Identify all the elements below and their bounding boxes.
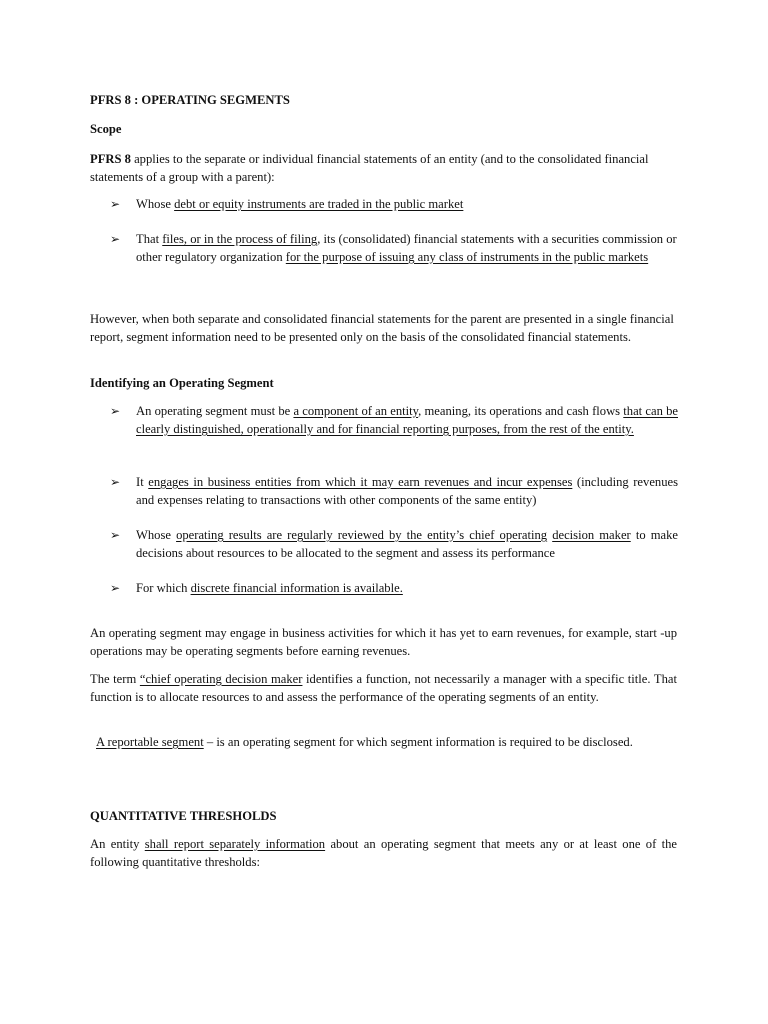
bullet-arrow-icon: ➢: [110, 581, 121, 595]
early-stage-paragraph: An operating segment may engage in business activities for which it has yet to earn revenues, for example, start -up operations may be operating segments before earning revenues.: [90, 626, 677, 658]
bullet-arrow-icon: ➢: [110, 528, 121, 542]
bullet-arrow-icon: ➢: [110, 197, 121, 211]
scope-heading: Scope: [90, 122, 122, 136]
thresholds-heading: QUANTITATIVE THRESHOLDS: [90, 809, 277, 823]
bullet-arrow-icon: ➢: [110, 232, 121, 246]
identifying-bullet-1: An operating segment must be a component of an entity, meaning, its operations and cash flows that can be clearly distinguished, operationally and for financial reporting purposes, from the rest of the entity.: [136, 404, 678, 436]
scope-bullet-2: That files, or in the process of filing, its (consolidated) financial statements with a securities commission or other regulatory organization for the purpose of issuing any class of instruments in the public markets: [136, 232, 677, 264]
thresholds-paragraph: An entity shall report separately information about an operating segment that meets any or at least one of the following quantitative thresholds:: [90, 837, 677, 869]
scope-bullet-1: Whose debt or equity instruments are traded in the public market: [136, 197, 464, 211]
bullet-arrow-icon: ➢: [110, 404, 121, 418]
codm-paragraph: The term “chief operating decision maker identifies a function, not necessarily a manager with a specific title. That function is to allocate resources to and assess the performance of the operating segments of an entity.: [90, 672, 677, 704]
scope-intro: [90, 150, 677, 186]
reportable-segment-paragraph: A reportable segment – is an operating segment for which segment information is required to be disclosed.: [96, 735, 633, 749]
however-paragraph: However, when both separate and consolidated financial statements for the parent are presented in a single financial report, segment information need to be presented only on the basis of the consolidated financial statements.: [90, 312, 674, 344]
scope-intro-text: applies to the separate or individual financial statements of an entity (and to the consolidated financial statements of a group with a parent):: [90, 152, 649, 184]
identifying-bullet-2: It engages in business entities from which it may earn revenues and incur expenses (including revenues and expenses relating to transactions with other components of the same entity): [136, 475, 678, 507]
bullet-arrow-icon: ➢: [110, 475, 121, 489]
identifying-heading: Identifying an Operating Segment: [90, 376, 274, 390]
page-title: PFRS 8 : OPERATING SEGMENTS: [90, 93, 290, 107]
scope-intro-bold: PFRS 8: [90, 152, 131, 166]
identifying-bullet-3: Whose operating results are regularly reviewed by the entity’s chief operating decision maker to make decisions about resources to be allocated to the segment and assess its performance: [136, 528, 678, 560]
identifying-bullet-4: For which discrete financial information is available.: [136, 581, 403, 595]
